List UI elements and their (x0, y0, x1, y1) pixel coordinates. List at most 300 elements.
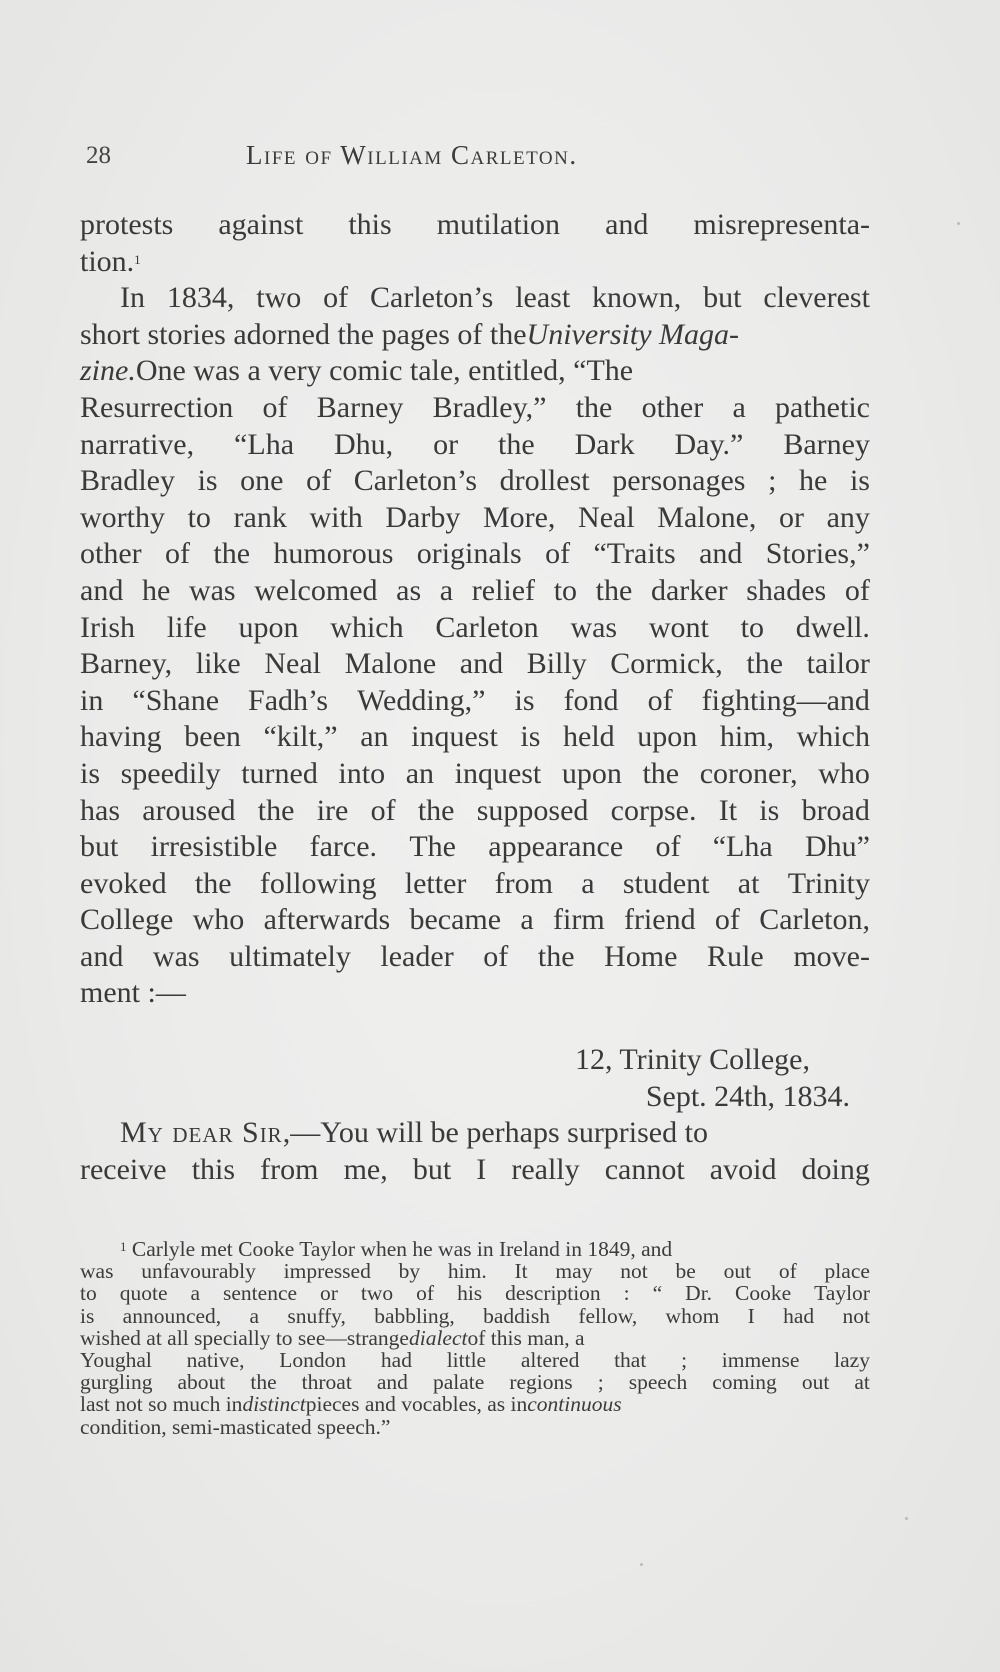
footnote-line (80, 1282, 870, 1304)
word: inquest (454, 756, 542, 790)
word: pathetic (775, 390, 870, 424)
word: move- (793, 939, 870, 973)
word: him. (447, 1259, 487, 1284)
word: a (732, 390, 746, 424)
word: Taylor (814, 1281, 870, 1306)
word: ; (768, 464, 777, 498)
footnote-reference: 1 (134, 251, 141, 267)
word: Cooke (735, 1281, 792, 1306)
letter-address (80, 1042, 870, 1079)
text-line (80, 683, 870, 720)
word: appearance (488, 830, 624, 864)
word: throat (301, 1370, 352, 1395)
word: drollest (499, 464, 590, 498)
text-line (80, 463, 870, 500)
line-text (120, 1238, 672, 1260)
word: a (439, 573, 454, 607)
word: In (120, 281, 145, 315)
line-text (80, 317, 739, 354)
text-line (80, 427, 870, 464)
word: of (655, 830, 681, 864)
text-line (80, 719, 870, 756)
word: Trinity (787, 866, 870, 900)
word: this (191, 1152, 236, 1186)
word: following (259, 866, 377, 900)
word: Fadh’s (248, 683, 329, 717)
word: was (80, 1259, 114, 1284)
word: Bradley (80, 464, 175, 498)
word: tailor (806, 647, 870, 681)
word: upon (561, 756, 622, 790)
word: unfavourably (141, 1259, 256, 1284)
line-text-part: pieces and vocables, as in (305, 1392, 528, 1417)
line-text: ment :— (80, 976, 186, 1010)
word: farce. (309, 830, 378, 864)
word: Carleton (435, 610, 539, 644)
text-line (80, 939, 870, 976)
word: personages (612, 464, 746, 498)
word: the (250, 1370, 277, 1395)
word: the (642, 756, 680, 790)
word: firm (553, 903, 605, 937)
word: ; (597, 1370, 604, 1395)
paper-speck (957, 222, 960, 225)
text-line (80, 1115, 870, 1152)
word: originals (416, 537, 522, 571)
text-line (80, 317, 870, 354)
word: of (370, 793, 396, 827)
word: of (714, 903, 740, 937)
spacer (80, 1012, 870, 1042)
paper-speck (905, 1517, 908, 1520)
journal-title: University Maga- (526, 317, 739, 351)
word: Dr. (685, 1281, 713, 1306)
word: inquest (411, 720, 498, 754)
italic-word: dialect (408, 1325, 468, 1350)
word: of (483, 939, 509, 973)
word: College (80, 903, 174, 937)
word: Barney (783, 427, 870, 461)
word: friend (623, 903, 696, 937)
word: an (360, 720, 389, 754)
text-line (80, 610, 870, 647)
word: Barney, (80, 647, 173, 681)
word: sentence (223, 1281, 298, 1306)
word: be (675, 1259, 696, 1284)
word: Bradley,” (432, 390, 547, 424)
word: had (783, 1303, 815, 1328)
word: Day.” (674, 427, 744, 461)
word: place (824, 1259, 870, 1284)
page-header (86, 136, 876, 176)
word: in (80, 683, 104, 717)
word: Wedding,” (357, 683, 486, 717)
word: but (703, 281, 742, 315)
word: he (141, 573, 171, 607)
word: known, (592, 281, 682, 315)
text-line (80, 646, 870, 683)
word: Carleton’s (353, 464, 477, 498)
word: to (553, 573, 578, 607)
word: darker (650, 573, 728, 607)
word: description (505, 1281, 601, 1306)
word: Neal (264, 647, 321, 681)
word: to (187, 500, 211, 534)
word: snuffy, (287, 1303, 346, 1328)
word: cleverest (763, 281, 870, 315)
word: the (257, 793, 295, 827)
line-text-part: Carlyle met Cooke Taylor when he was in Ireland in 1849, and (131, 1237, 673, 1261)
word: which (796, 720, 870, 754)
word: the (746, 647, 784, 681)
italic-word: continuous (527, 1392, 622, 1417)
word: Youghal (80, 1347, 152, 1372)
word: from (260, 1152, 319, 1186)
word: two (256, 281, 302, 315)
word: lazy (834, 1347, 870, 1372)
word: “kilt,” (263, 720, 338, 754)
word: relief (471, 573, 536, 607)
word: palate (432, 1370, 485, 1395)
footnote-line (80, 1349, 870, 1371)
word: : (623, 1281, 630, 1306)
word: “Lha (712, 830, 773, 864)
word: is (520, 720, 541, 754)
footnote-line (80, 1260, 870, 1282)
word: letter (404, 866, 467, 900)
word: “ (652, 1281, 663, 1306)
word: an (405, 756, 435, 790)
word: out (801, 1370, 830, 1395)
word: his (457, 1281, 483, 1306)
word: from (494, 866, 553, 900)
word: I (476, 1152, 487, 1186)
text-line (80, 793, 870, 830)
word: the (417, 793, 455, 827)
word: More, (482, 500, 556, 534)
word: cannot (604, 1152, 685, 1186)
line-text-part: last not so much in (80, 1392, 243, 1417)
word: this (348, 208, 392, 241)
word: may (555, 1259, 593, 1284)
word: a (520, 903, 534, 937)
word: who (192, 903, 245, 937)
word: fellow, (578, 1303, 638, 1328)
paper-speck (640, 1563, 643, 1566)
word: at (854, 1370, 870, 1395)
text-line (80, 280, 870, 317)
word: “Lha (234, 427, 295, 461)
footnote-marker: 1 (120, 1239, 127, 1254)
word: has (80, 793, 120, 827)
word: speech (628, 1370, 688, 1395)
word: life (166, 610, 207, 644)
word: and (459, 647, 504, 681)
word: Malone (344, 647, 437, 681)
word: Carleton’s (370, 281, 494, 315)
word: out (723, 1259, 752, 1284)
word: other (80, 537, 142, 571)
word: having (80, 720, 162, 754)
word: as (396, 573, 422, 607)
word: Resurrection (80, 390, 234, 424)
text-line (80, 829, 870, 866)
word: of (778, 1259, 797, 1284)
text-line (80, 975, 870, 1012)
footnote-line (80, 1327, 870, 1349)
word: protests (80, 208, 174, 241)
word: of (165, 537, 190, 571)
word: one (240, 464, 284, 498)
word: of (844, 573, 870, 607)
word: at (737, 866, 760, 900)
word: other (641, 390, 704, 424)
line-text-part: of this man, a (467, 1325, 585, 1350)
word: rank (233, 500, 287, 534)
word: babbling, (374, 1303, 455, 1328)
word: him, (719, 720, 775, 754)
word: any (826, 500, 870, 534)
text-line (80, 207, 870, 244)
text-line (80, 353, 870, 390)
word: was (152, 939, 200, 973)
word: or (779, 500, 804, 534)
word: which (330, 610, 404, 644)
word: welcomed (254, 573, 378, 607)
word: and (376, 1370, 408, 1395)
word: been (184, 720, 241, 754)
word: impressed (283, 1259, 371, 1284)
word: It (514, 1259, 528, 1284)
line-text-part: One was a very comic tale, entitled, “The (135, 354, 634, 388)
word: held (563, 720, 615, 754)
word: really (511, 1152, 580, 1186)
word: speedily (120, 756, 221, 790)
word: that (614, 1347, 647, 1372)
word: the (194, 866, 232, 900)
word: Stories,” (765, 537, 870, 571)
letter-date (80, 1079, 870, 1116)
word: Billy (526, 647, 587, 681)
footnote-line (80, 1393, 870, 1415)
word: and (80, 573, 124, 607)
word: altered (520, 1347, 580, 1372)
word: two (360, 1281, 394, 1306)
word: and (80, 939, 124, 973)
word: The (409, 830, 456, 864)
word: misrepresenta- (693, 208, 870, 241)
word: mutilation (436, 208, 561, 241)
line-text: condition, semi-masticated speech.” (80, 1414, 391, 1439)
word: Carleton, (759, 903, 870, 937)
word: is (849, 464, 870, 498)
word: Darby (385, 500, 461, 534)
word: of (416, 1281, 435, 1306)
word: upon (637, 720, 698, 754)
word: into (338, 756, 386, 790)
text-line (80, 1152, 870, 1189)
word: he (799, 464, 828, 498)
line-text (80, 1393, 622, 1415)
line-text (80, 1327, 585, 1349)
word: worthy (80, 500, 165, 534)
line-text-part: wished at all specially to see—strange (80, 1325, 409, 1350)
word: turned (241, 756, 318, 790)
running-title: Life of William Carleton. (246, 140, 578, 170)
word: the (575, 390, 613, 424)
word: became (409, 903, 502, 937)
word: not (842, 1303, 870, 1328)
word: Irish (80, 610, 135, 644)
word: or (433, 427, 459, 461)
word: Neal (578, 500, 635, 534)
text-line (80, 573, 870, 610)
word: afterwards (263, 903, 391, 937)
word: a (249, 1303, 260, 1328)
word: upon (238, 610, 299, 644)
word: supposed (476, 793, 589, 827)
word: or (320, 1281, 338, 1306)
word: like (195, 647, 241, 681)
text-line (80, 244, 870, 281)
word: dwell. (795, 610, 870, 644)
word: Rule (707, 939, 764, 973)
word: of (306, 464, 332, 498)
word: irresistible (150, 830, 278, 864)
word: least (515, 281, 571, 315)
word: to (740, 610, 764, 644)
word: a (190, 1281, 201, 1306)
word: native, (186, 1347, 245, 1372)
word: of (647, 683, 673, 717)
word: narrative, (80, 427, 195, 461)
word: wont (648, 610, 709, 644)
word: ultimately (229, 939, 351, 973)
word: of (545, 537, 571, 571)
word: is (80, 1303, 95, 1328)
word: is (197, 464, 218, 498)
word: I (747, 1303, 755, 1328)
footnote-line (80, 1371, 870, 1393)
text-line (80, 536, 870, 573)
word: ; (681, 1347, 688, 1372)
footnote-line (80, 1305, 870, 1327)
word: had (380, 1347, 412, 1372)
line-text: tion. (80, 244, 135, 278)
body-text (80, 207, 870, 1188)
word: Malone, (657, 500, 757, 534)
word: Dark (574, 427, 635, 461)
word: of (323, 281, 349, 315)
word: fond (563, 683, 619, 717)
word: little (446, 1347, 487, 1372)
word: humorous (273, 537, 394, 571)
word: 1834, (166, 281, 235, 315)
word: the (595, 573, 633, 607)
word: not (620, 1259, 648, 1284)
word: baddish (483, 1303, 551, 1328)
text-line (80, 390, 870, 427)
footnote-line (80, 1238, 870, 1260)
word: doing (801, 1152, 870, 1186)
word: is (514, 683, 535, 717)
word: aroused (142, 793, 236, 827)
word: evoked (80, 866, 167, 900)
word: with (309, 500, 363, 534)
word: fighting—and (701, 683, 870, 717)
word: Dhu” (805, 830, 870, 864)
word: “Shane (132, 683, 220, 717)
text-line (80, 756, 870, 793)
word: a (581, 866, 595, 900)
word: coming (712, 1370, 777, 1395)
word: Barney (316, 390, 404, 424)
word: the (213, 537, 251, 571)
date-text: Sept. 24th, 1834. (645, 1079, 850, 1113)
word: is (80, 756, 101, 790)
word: corpse. (610, 793, 697, 827)
word: receive (80, 1152, 167, 1186)
word: is (759, 793, 780, 827)
word: and (699, 537, 743, 571)
word: London (279, 1347, 347, 1372)
text-line (80, 902, 870, 939)
word: who (818, 756, 870, 790)
word: Dhu, (333, 427, 394, 461)
word: announced, (122, 1303, 222, 1328)
word: coroner, (699, 756, 798, 790)
word: to (80, 1281, 97, 1306)
word: the (537, 939, 575, 973)
footnote (80, 1238, 870, 1438)
journal-title-end: zine. (80, 354, 136, 388)
word: ire (316, 793, 349, 827)
word: leader (380, 939, 454, 973)
word: “Traits (593, 537, 676, 571)
word: but (412, 1152, 452, 1186)
word: against (218, 208, 304, 241)
word: Cormick, (610, 647, 723, 681)
word: gurgling (80, 1370, 153, 1395)
word: Home (604, 939, 678, 973)
word: shades (746, 573, 827, 607)
word: about (177, 1370, 226, 1395)
word: quote (119, 1281, 168, 1306)
text-line (80, 500, 870, 537)
word: whom (665, 1303, 720, 1328)
address-text: 12, Trinity College, (574, 1043, 810, 1077)
word: immense (721, 1347, 800, 1372)
line-text (80, 353, 633, 390)
word: was (570, 610, 618, 644)
salutation: My dear Sir (120, 1116, 283, 1150)
text-line (80, 866, 870, 903)
word: avoid (709, 1152, 777, 1186)
word: regions (509, 1370, 573, 1395)
italic-word: distinct (242, 1392, 306, 1417)
word: It (718, 793, 738, 827)
word: but (80, 830, 119, 864)
word: and (605, 208, 649, 241)
line-text (120, 1115, 708, 1152)
word: the (498, 427, 535, 461)
footnote-line (80, 1416, 870, 1438)
word: student (622, 866, 710, 900)
page-number: 28 (86, 142, 111, 169)
word: broad (801, 793, 870, 827)
word: was (188, 573, 236, 607)
line-text-part: ,—You will be perhaps surprised to (282, 1116, 708, 1150)
